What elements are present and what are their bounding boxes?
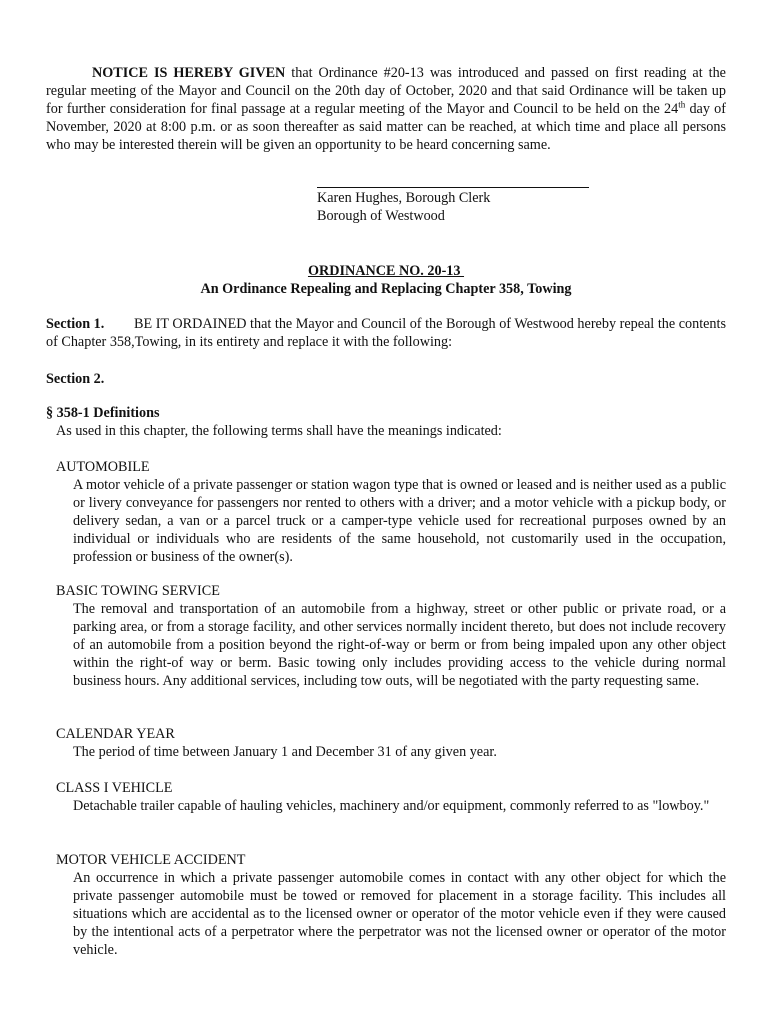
ordinance-title: An Ordinance Repealing and Replacing Chapter 358, Towing	[200, 281, 572, 297]
definition-basic-towing-service	[56, 582, 726, 690]
term-definition: An occurrence in which a private passenger automobile comes in contact with any other object for which the private passenger automobile must be towed or removed for placement in a storage facility. This includes all situations which are accidental as to the licensed owner or operator of the motor vehicle even if they were caused by the intentional acts of a perpetrator where the perpetrator was not the licensed owner or operator of the motor vehicle.	[73, 870, 726, 958]
definitions-intro: As used in this chapter, the following terms shall have the meanings indicated:	[56, 423, 502, 439]
term-definition: The removal and transportation of an automobile from a highway, street or other public or private road, or a parking area, or from a storage facility, and other services normally incident thereto, but does not include recovery of an automobile from a position beyond the right-of-way or berm or from being impaled upon any other object within the right-of way or berm. Basic towing only includes providing access to the vehicle during normal business hours. Any additional services, including tow outs, will be negotiated with the party requesting same.	[73, 601, 726, 689]
section-1	[46, 315, 726, 351]
notice-paragraph	[46, 64, 726, 154]
term-name: CALENDAR YEAR	[56, 726, 175, 742]
term-name: AUTOMOBILE	[56, 459, 150, 475]
signature-line	[317, 187, 589, 188]
definition-motor-vehicle-accident	[56, 851, 726, 959]
definition-calendar-year	[56, 725, 726, 761]
ordinance-heading	[46, 262, 726, 298]
section-1-text: BE IT ORDAINED that the Mayor and Council of the Borough of Westwood hereby repeal the contents of Chapter 358,Towing, in its entirety and replace it with the following:	[46, 316, 726, 350]
term-name: BASIC TOWING SERVICE	[56, 583, 220, 599]
term-definition: The period of time between January 1 and December 31 of any given year.	[73, 744, 497, 760]
term-name: CLASS I VEHICLE	[56, 780, 173, 796]
notice-text-a: that Ordinance #20-13 was introduced and passed on first reading at the regular meeting of the Mayor and Council on the 20th day of October, 2020 and that said Ordinance will be taken up for further consideration for final passage at a regular meeting of the Mayor and Council to be held on the 24	[46, 65, 726, 117]
notice-bold-lead: NOTICE IS HEREBY GIVEN	[92, 65, 286, 81]
term-definition: A motor vehicle of a private passenger or station wagon type that is owned or leased and is neither used as a public or livery conveyance for passengers nor rented to others with a driver; and a motor vehicle with a pickup body, or delivery sedan, a van or a parcel truck or a camper-type vehicle used for recreational purposes owned by an individual or individuals who are residents of the same household, not customarily used in the occupation, profession or business of the owner(s).	[73, 477, 726, 565]
section-2-label: Section 2.	[46, 371, 105, 387]
signature-block	[317, 189, 617, 225]
term-definition: Detachable trailer capable of hauling vehicles, machinery and/or equipment, commonly referred to as "lowboy."	[73, 798, 710, 814]
term-name: MOTOR VEHICLE ACCIDENT	[56, 852, 246, 868]
definitions-heading: § 358-1 Definitions	[46, 405, 160, 421]
ordinance-number: ORDINANCE NO. 20-13	[307, 263, 465, 279]
definition-class-i-vehicle	[56, 779, 726, 815]
notice-superscript: th	[678, 99, 686, 110]
notice-text-b: day of November, 2020 at 8:00 p.m. or as soon thereafter as said matter can be reached, at which time and place all persons who may be interested therein will be given an opportunity to be heard concerning same.	[46, 101, 726, 153]
signature-org: Borough of Westwood	[317, 208, 445, 224]
signature-name-title: Karen Hughes, Borough Clerk	[317, 190, 491, 206]
section-1-label: Section 1.	[46, 316, 105, 332]
definition-automobile	[56, 458, 726, 566]
